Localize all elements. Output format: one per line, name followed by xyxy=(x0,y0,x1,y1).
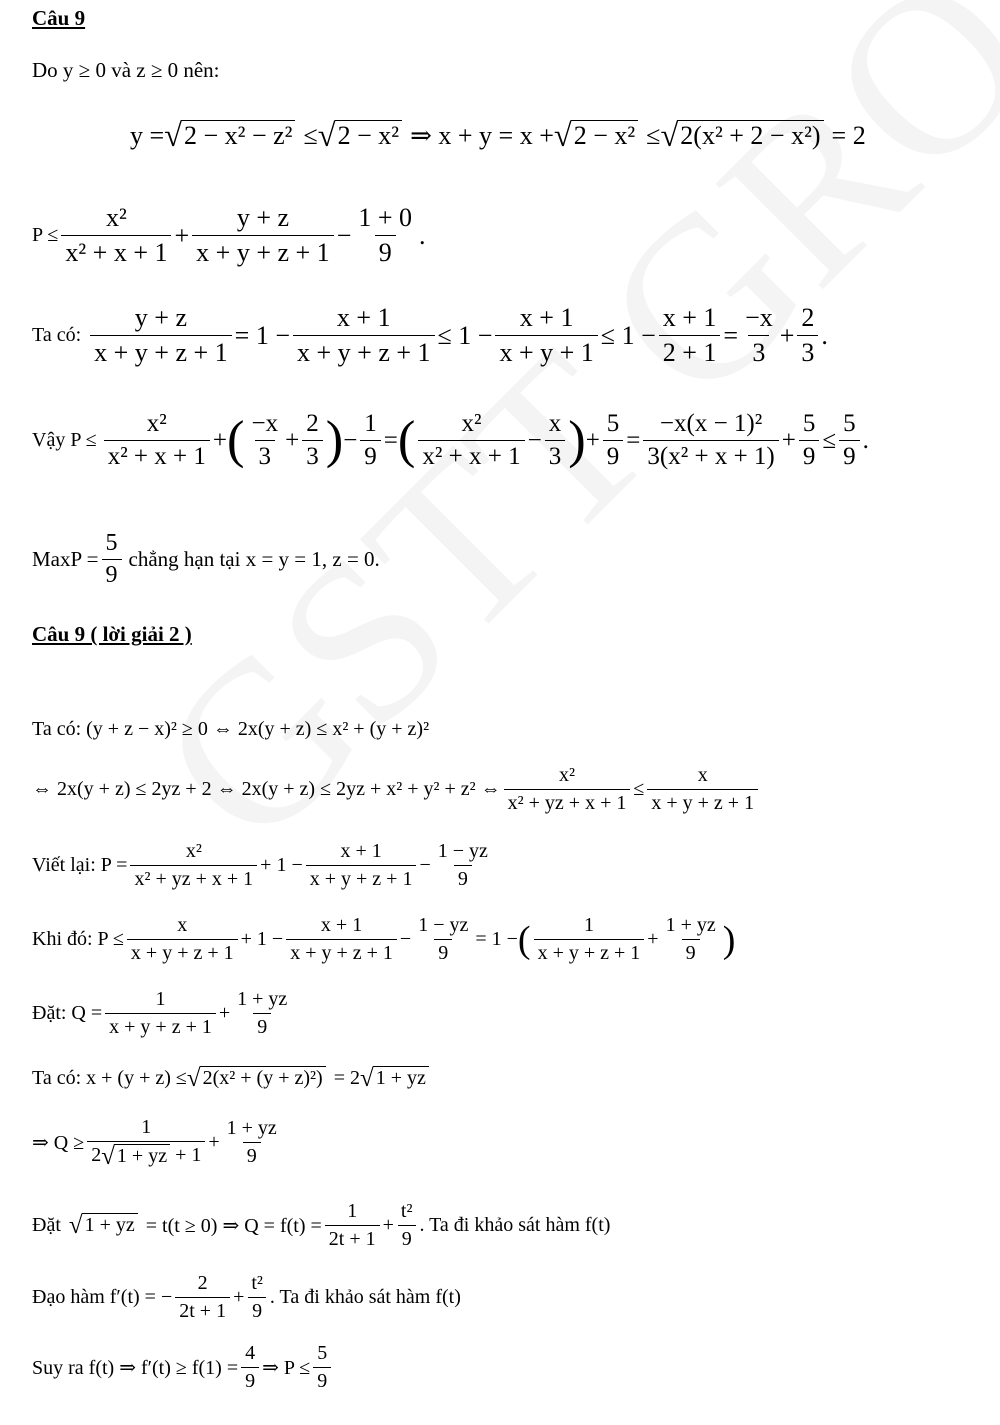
solution2-line-3: Viết lại: P = $\frac{\text{x²}}{\text{x² + yz + x + 1}}$ + 1 − $\frac{x + 1}{x + y + z + 1}$ − $\frac{1 - yz}{9}$ xyxy=(32,840,495,891)
solution2-line-1: Ta có: (y + z − x)² ≥ 0 ⇔ 2x(y + z) ≤ x² + (y + z)² xyxy=(32,718,430,740)
sqrt: √ 2(x² + (y + z)²) xyxy=(187,1066,326,1091)
fraction: $\frac{1}{x + y + z + 1}$ xyxy=(534,914,645,965)
fraction: $\frac{x + 1}{x + y + z + 1}$ xyxy=(293,303,435,368)
fraction: $\frac{1}{2t + 1}$ xyxy=(325,1200,380,1251)
fraction: $\frac{x}{3}$ xyxy=(545,410,566,471)
fraction: $\frac{1 + 0}{9}$ xyxy=(358,203,413,267)
fraction: $\frac{x}{x + y + z + 1}$ xyxy=(127,914,238,965)
fraction: $\frac{\text{x²}}{\text{x² + x + 1}}$ xyxy=(418,410,524,471)
sqrt: √ 1 + yz xyxy=(360,1066,429,1091)
fraction: $\frac{x + 1}{x + y + 1}$ xyxy=(495,303,597,368)
fraction: $\frac{1 - yz}{9}$ xyxy=(437,840,488,890)
solution2-line-2: ⇔ 2x(y + z) ≤ 2yz + 2 ⇔ 2x(y + z) ≤ 2yz + x² + y² + z² ⇔ $\frac{\text{x²}}{\text{x² + yz + x + 1}}$ ≤ $\frac{x}{x + y + z + 1}$ xyxy=(32,764,761,815)
heading-cau-9: Câu 9 xyxy=(32,6,86,30)
sqrt-2: √ 2 − x² xyxy=(318,120,402,153)
eq-text: = 2 xyxy=(831,121,866,151)
fraction: $\frac{1 + yz}{9}$ xyxy=(226,1117,277,1167)
fraction: 1 2 √ 1 + yz + 1 xyxy=(87,1116,205,1169)
fraction: $\frac{5}{9}$ xyxy=(102,530,122,589)
fraction: $\frac{1 - yz}{9}$ xyxy=(418,914,469,964)
fraction: $\frac{5}{9}$ xyxy=(799,410,820,471)
eq-label: Vậy P ≤ xyxy=(32,429,97,451)
eq-text: ⇒ x + y = x + xyxy=(410,121,554,151)
fraction: $\frac{\text{x²}}{\text{x² + yz + x + 1}}$ xyxy=(504,764,631,815)
sqrt-3: √ 2 − x² xyxy=(554,120,638,153)
solution2-line-10: Suy ra f(t) ⇒ f′(t) ≥ f(1) = $\frac{4}{9}$ ⇒ P ≤ $\frac{5}{9}$ xyxy=(32,1342,334,1393)
taco-equation: Ta có: $\frac{y + z}{x + y + z + 1}$ = 1 − $\frac{x + 1}{x + y + z + 1}$ ≤ 1 − $\frac{x + 1}{x + y + 1}$ ≤ 1 − $\frac{x + 1}{2 + 1}$ = $\frac{-x}{3}$ + $\frac{2}{3}$ . xyxy=(32,303,828,367)
fraction: $\frac{x}{x + y + z + 1}$ xyxy=(647,764,758,815)
fraction: $\frac{y + z}{x + y + z + 1}$ xyxy=(90,303,232,368)
fraction: $\frac{x + 1}{2 + 1}$ xyxy=(659,303,721,368)
sqrt-1: √ 2 − x² − z² xyxy=(164,120,295,153)
heading-cau-9-solution-2: Câu 9 ( lời giải 2 ) xyxy=(32,622,192,646)
fraction: $\frac{1}{x + y + z + 1}$ xyxy=(105,988,216,1039)
fraction: $\frac{5}{9}$ xyxy=(603,410,624,471)
eq-text: y = xyxy=(130,121,165,151)
fraction: $\frac{1}{9}$ xyxy=(360,410,381,471)
solution2-line-4: Khi đó: P ≤ $\frac{x}{x + y + z + 1}$ + 1 − $\frac{x + 1}{x + y + z + 1}$ − $\frac{1 - yz}{9}$ = 1 − ( $\frac{1}{x + y + z + 1}$ + $\frac{1 + yz}{9}$ ) xyxy=(32,914,736,964)
fraction: $\frac{\text{−x(x − 1)²}}{\text{3(x² + x + 1)}}$ xyxy=(643,410,778,471)
fraction: $\frac{4}{9}$ xyxy=(241,1342,259,1393)
solution2-line-8: Đặt √ 1 + yz = t(t ≥ 0) ⇒ Q = f(t) = $\frac{1}{2t + 1}$ + $\frac{\text{t²}}{9}$ . Ta đi khảo sát hàm f(t) xyxy=(32,1200,611,1250)
p-bound-equation: P ≤ $\frac{\text{x²}}{\text{x² + x + 1}}$ + $\frac{y + z}{x + y + z + 1}$ − $\frac{1 + 0}{9}$ . xyxy=(32,203,426,267)
intro-line: Do y ≥ 0 và z ≥ 0 nên: xyxy=(32,58,220,82)
sqrt-4: √ 2(x² + 2 − x²) xyxy=(660,120,823,153)
fraction: $\frac{y + z}{x + y + z + 1}$ xyxy=(192,203,334,268)
fraction: $\frac{\text{x²}}{\text{x² + x + 1}}$ xyxy=(61,203,171,268)
eq-label: Ta có: xyxy=(32,324,82,346)
max-line: MaxP = $\frac{5}{9}$ chẳng hạn tại x = y = 1, z = 0. xyxy=(32,530,380,588)
vay-equation: Vậy P ≤ $\frac{\text{x²}}{\text{x² + x + 1}}$ + ( $\frac{-x}{3}$ + $\frac{2}{3}$ ) − $\frac{1}{9}$ = ( $\frac{\text{x²}}{\text{x² + x + 1}}$ − $\frac{x}{3}$ ) + $\frac{5}{9}$ = $\frac{\text{−x(x − 1)²}}{\text{3(x² + x + 1)}}$ + $\frac{5}{9}$ ≤ $\frac{5}{9}$ . xyxy=(32,410,869,470)
fraction: $\frac{5}{9}$ xyxy=(839,410,860,471)
fraction: $\frac{\text{x²}}{\text{x² + x + 1}}$ xyxy=(104,410,210,471)
bound-y-equation xyxy=(130,120,866,153)
fraction: $\frac{2}{2t + 1}$ xyxy=(175,1272,230,1323)
solution2-line-5: Đặt: Q = $\frac{1}{x + y + z + 1}$ + $\frac{1 + yz}{9}$ xyxy=(32,988,294,1039)
fraction: $\frac{-x}{3}$ xyxy=(251,410,279,470)
eq-text: ≤ xyxy=(646,121,661,151)
fraction: $\frac{5}{9}$ xyxy=(313,1342,331,1393)
fraction: $\frac{-x}{3}$ xyxy=(745,303,773,367)
eq-text: P ≤ xyxy=(32,224,59,246)
fraction: $\frac{\text{x²}}{\text{x² + yz + x + 1}}$ xyxy=(130,840,257,891)
fraction: $\frac{\text{t²}}{9}$ xyxy=(397,1200,417,1251)
solution2-line-7: ⇒ Q ≥ 1 2 √ 1 + yz + 1 + $\frac{1 + yz}{9}$ xyxy=(32,1116,284,1169)
fraction: $\frac{\text{t²}}{9}$ xyxy=(247,1272,267,1323)
solution2-line-9: Đạo hàm f′(t) = − $\frac{2}{2t + 1}$ + $\frac{\text{t²}}{9}$ . Ta đi khảo sát hàm f(t) xyxy=(32,1272,461,1322)
eq-text: ≤ xyxy=(303,121,318,151)
fraction: $\frac{1 + yz}{9}$ xyxy=(237,988,288,1038)
fraction: $\frac{2}{3}$ xyxy=(302,410,323,471)
fraction: $\frac{x + 1}{x + y + z + 1}$ xyxy=(286,914,397,965)
solution2-line-6: Ta có: x + (y + z) ≤ √ 2(x² + (y + z)²) = 2 √ 1 + yz xyxy=(32,1066,429,1091)
fraction: $\frac{1 + yz}{9}$ xyxy=(665,914,716,964)
sqrt: √ 1 + yz xyxy=(69,1213,138,1238)
fraction: $\frac{x + 1}{x + y + z + 1}$ xyxy=(306,840,417,891)
fraction: $\frac{2}{3}$ xyxy=(797,303,818,368)
